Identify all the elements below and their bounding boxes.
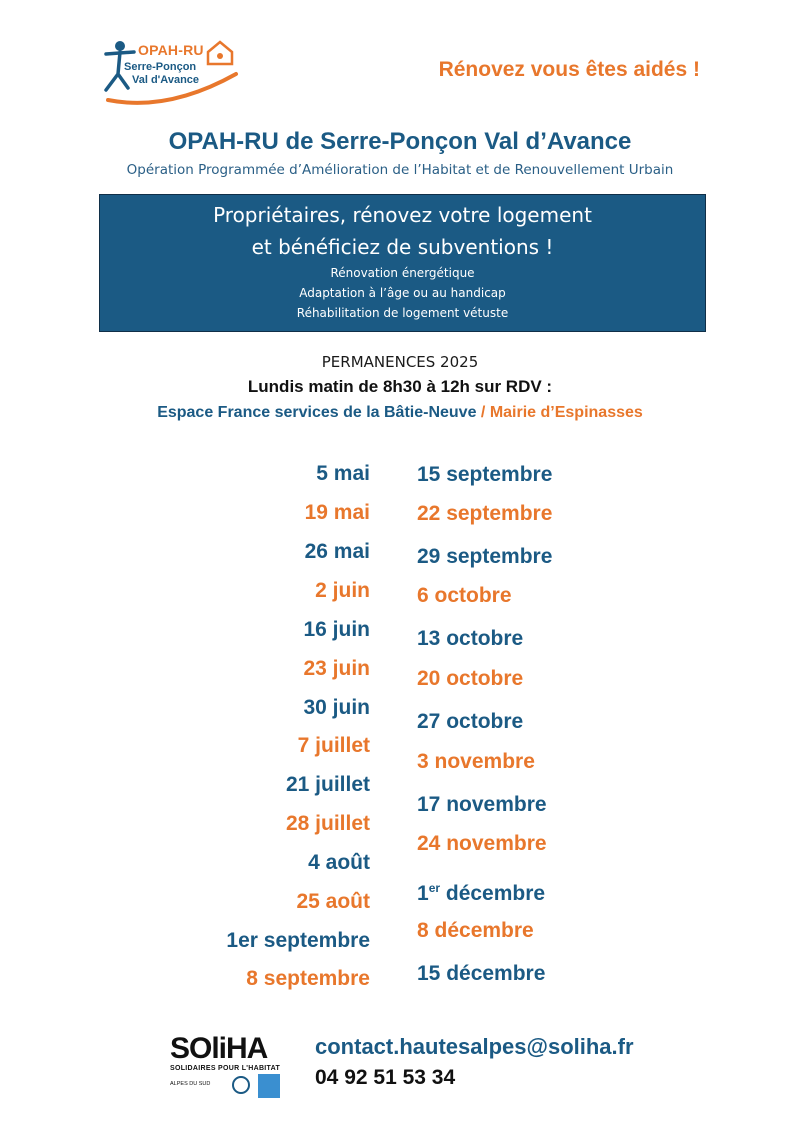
date-month: décembre — [440, 882, 546, 905]
contact-phone[interactable]: 04 92 51 53 34 — [315, 1066, 456, 1089]
date-item: 19 mai — [304, 501, 370, 524]
schedule-hours: Lundis matin de 8h30 à 12h sur RDV : — [247, 377, 553, 396]
date-item: 2 juin — [315, 579, 370, 602]
date-item: 4 août — [308, 851, 370, 874]
tagline: Rénovez vous êtes aidés ! — [438, 58, 700, 81]
date-item: 13 octobre — [417, 627, 524, 650]
schedule-title: PERMANENCES 2025 — [321, 353, 479, 371]
date-item: 25 août — [296, 890, 370, 913]
date-item: 21 juillet — [285, 773, 370, 796]
date-item: 22 septembre — [417, 502, 553, 525]
logo-line-1: Serre-Ponçon — [124, 61, 197, 73]
contact-email[interactable]: contact.hautesalpes@soliha.fr — [315, 1034, 634, 1059]
box-item: Réhabilitation de logement vétuste — [296, 306, 509, 320]
date-day: 1 — [417, 882, 429, 905]
date-item-1er-decembre — [417, 876, 545, 906]
box-heading-2: et bénéficiez de subventions ! — [251, 235, 554, 259]
date-item: 23 juin — [303, 657, 370, 680]
date-item: 8 décembre — [417, 919, 534, 942]
date-item: 24 novembre — [417, 832, 547, 855]
box-item: Rénovation énergétique — [330, 266, 475, 280]
subsidies-box — [99, 194, 706, 332]
opah-ru-logo — [98, 40, 243, 110]
date-item: 29 septembre — [417, 545, 553, 568]
soliha-brand-sub: SOLIDAIRES POUR L'HABITAT — [170, 1065, 281, 1072]
page-subtitle: Opération Programmée d’Amélioration de l’Habitat et de Renouvellement Urbain — [126, 162, 674, 178]
box-item: Adaptation à l’âge ou au handicap — [299, 286, 506, 300]
date-item: 1er septembre — [226, 929, 370, 952]
schedule-places — [0, 404, 800, 422]
qualitel-badge-icon — [258, 1074, 280, 1098]
date-item: 6 octobre — [417, 584, 512, 607]
logo-line-2: Val d'Avance — [132, 74, 200, 86]
page-title: OPAH-RU de Serre-Ponçon Val d’Avance — [168, 128, 632, 155]
place-separator: / — [476, 404, 490, 421]
place-2: Mairie d’Espinasses — [489, 404, 643, 421]
box-heading-1: Propriétaires, rénovez votre logement — [213, 203, 592, 227]
date-item: 20 octobre — [417, 667, 524, 690]
date-item: 15 septembre — [417, 463, 553, 486]
place-1: Espace France services de la Bâtie-Neuve — [157, 404, 477, 421]
date-item: 3 novembre — [417, 750, 535, 773]
date-item: 28 juillet — [285, 812, 370, 835]
date-sup: er — [428, 881, 441, 895]
soliha-logo — [170, 1032, 290, 1102]
certification-badge-icon — [232, 1076, 250, 1094]
date-item: 15 décembre — [417, 962, 546, 985]
logo-title: OPAH-RU — [138, 42, 204, 58]
date-item: 26 mai — [304, 540, 370, 563]
soliha-brand: SOliHA — [170, 1032, 268, 1065]
date-item: 5 mai — [316, 462, 370, 485]
date-item: 8 septembre — [246, 967, 370, 990]
date-item: 27 octobre — [417, 710, 524, 733]
date-item: 30 juin — [303, 696, 370, 719]
date-item: 17 novembre — [417, 793, 547, 816]
date-item: 7 juillet — [297, 734, 370, 757]
soliha-region: ALPES DU SUD — [170, 1081, 211, 1087]
date-item: 16 juin — [303, 618, 370, 641]
